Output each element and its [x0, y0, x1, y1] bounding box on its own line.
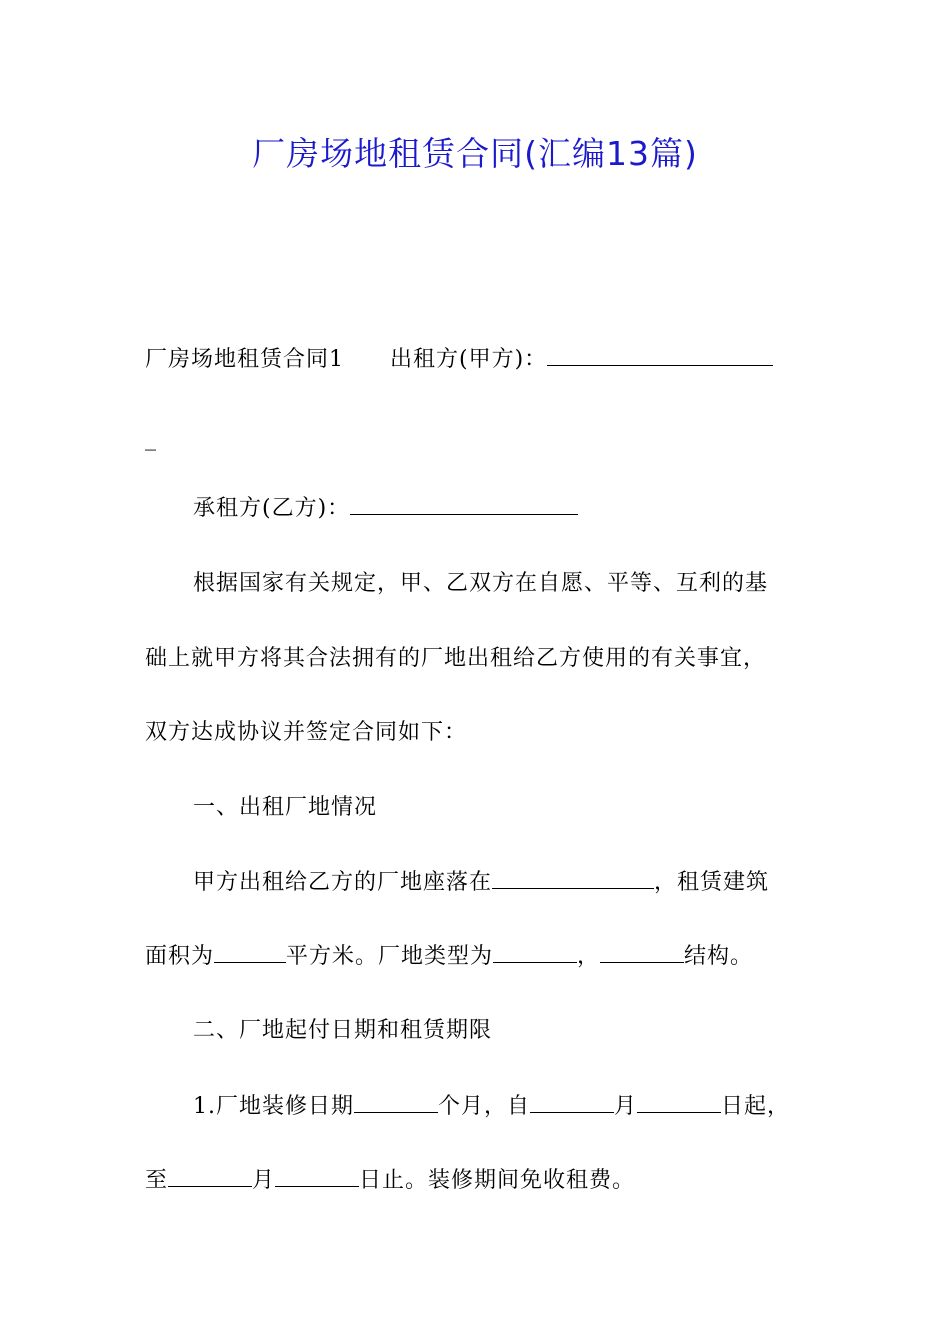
- heading-line: [145, 345, 807, 375]
- type-label: 平方米。厂地类型为: [286, 944, 494, 969]
- area-prefix: 面积为: [145, 944, 215, 969]
- start-month-blank: [530, 1092, 614, 1113]
- lessor-label: 出租方(甲方)：: [390, 347, 548, 372]
- lessee-label: 承租方(乙方)：: [193, 496, 351, 521]
- location-label: 甲方出租给乙方的厂地座落在: [193, 870, 493, 895]
- paragraph-1-line-3: 双方达成协议并签定合同如下：: [145, 720, 468, 745]
- paragraph-1-line-1: 根据国家有关规定，甲、乙双方在自愿、平等、互利的基: [193, 571, 769, 596]
- end-day-blank: [275, 1166, 359, 1187]
- end-day-label: 日止。装修期间免收租费。: [359, 1168, 636, 1193]
- area-blank: [214, 942, 286, 963]
- type-comma: ，: [577, 944, 601, 969]
- item-1-line-1: [193, 1092, 807, 1122]
- months-label: 个月，自: [438, 1094, 531, 1119]
- section-1-heading: 一、出租厂地情况: [193, 795, 378, 820]
- contract-heading: 厂房场地租赁合同1: [145, 347, 344, 372]
- end-month-label: 月: [252, 1168, 276, 1193]
- paragraph-2-line-2: [145, 942, 807, 972]
- paragraph-1-line-2: 础上就甲方将其合法拥有的厂地出租给乙方使用的有关事宜，: [145, 646, 767, 671]
- lessor-blank: [547, 345, 773, 366]
- structure-blank: [600, 942, 684, 963]
- trailing-mark: _: [145, 426, 157, 451]
- end-prefix: 至: [145, 1168, 169, 1193]
- structure-label: 结构。: [684, 944, 754, 969]
- area-label: ，租赁建筑: [654, 870, 770, 895]
- type-blank: [493, 942, 577, 963]
- lessee-line: [193, 494, 807, 524]
- trailing-mark-line: [145, 424, 807, 454]
- section-2-heading: 二、厂地起付日期和租赁期限: [193, 1018, 493, 1043]
- start-month-label: 月: [614, 1094, 638, 1119]
- start-day-label: 日起，: [721, 1094, 791, 1119]
- item-1-line-2: [145, 1166, 807, 1196]
- location-blank: [492, 868, 654, 889]
- lessee-blank: [350, 494, 578, 515]
- months-blank: [354, 1092, 438, 1113]
- document-title: 厂房场地租赁合同(汇编13篇): [252, 134, 698, 173]
- start-day-blank: [637, 1092, 721, 1113]
- renovation-label: 1.厂地装修日期: [193, 1094, 354, 1119]
- paragraph-2-line-1: [193, 868, 807, 898]
- end-month-blank: [168, 1166, 252, 1187]
